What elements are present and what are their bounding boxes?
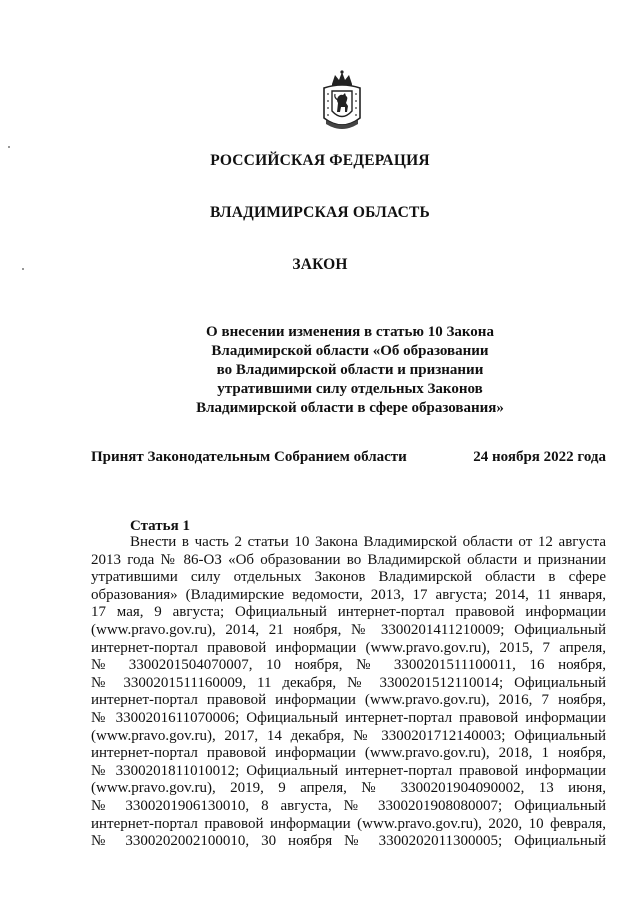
body-line: 17 мая, 9 августа; Официальный интернет-портал правовой информации bbox=[91, 604, 606, 621]
article-title: Статья 1 bbox=[130, 518, 190, 534]
body-line: № 3300201906130010, 8 августа, № 3300201908080007; Официальный bbox=[91, 797, 606, 814]
body-line: (www.pravo.gov.ru), 2017, 14 декабря, № 3300201712140003; Официальный bbox=[91, 727, 606, 744]
body-line: утратившими силу отдельных Законов Владимирской области в сфере bbox=[91, 569, 606, 586]
body-line: интернет-портал правовой информации (www.pravo.gov.ru), 2016, 7 ноября, bbox=[91, 692, 606, 709]
law-title bbox=[180, 323, 520, 418]
adoption-date: 24 ноября 2022 года bbox=[473, 449, 606, 465]
body-line: № 3300201811010012; Официальный интернет-портал правовой информации bbox=[91, 762, 606, 779]
body-line: интернет-портал правовой информации (www.pravo.gov.ru), 2020, 10 февраля, bbox=[91, 815, 606, 832]
body-line: интернет-портал правовой информации (www.pravo.gov.ru), 2018, 1 ноября, bbox=[91, 745, 606, 762]
region-heading: ВЛАДИМИРСКАЯ ОБЛАСТЬ bbox=[210, 204, 430, 221]
scan-speck bbox=[22, 268, 24, 270]
body-line: (www.pravo.gov.ru), 2014, 21 ноября, № 3300201411210009; Официальный bbox=[91, 621, 606, 638]
scan-speck bbox=[8, 146, 10, 148]
document-type-heading: ЗАКОН bbox=[292, 256, 348, 273]
coat-of-arms-icon bbox=[318, 70, 366, 134]
law-title-line: О внесении изменения в статью 10 Закона bbox=[206, 324, 494, 340]
body-line: № 3300202002100010, 30 ноября № 3300202011300005; Официальный bbox=[91, 833, 606, 850]
law-title-line: Владимирской области в сфере образования» bbox=[196, 400, 504, 416]
body-line: № 3300201511160009, 11 декабря, № 3300201512110014; Официальный bbox=[91, 674, 606, 691]
adopted-by-label: Принят Законодательным Собранием области bbox=[91, 449, 407, 465]
country-heading: РОССИЙСКАЯ ФЕДЕРАЦИЯ bbox=[210, 152, 430, 169]
body-line: интернет-портал правовой информации (www.pravo.gov.ru), 2015, 7 апреля, bbox=[91, 639, 606, 656]
body-line: 2013 года № 86-ОЗ «Об образовании во Владимирской области и признании bbox=[91, 551, 606, 568]
body-line: № 3300201504070007, 10 ноября, № 3300201511100011, 16 ноября, bbox=[91, 657, 606, 674]
law-title-line: во Владимирской области и признании bbox=[216, 362, 484, 378]
body-line: образования» (Владимирские ведомости, 2013, 17 августа; 2014, 11 января, bbox=[91, 586, 606, 603]
body-line: № 3300201611070006; Официальный интернет-портал правовой информации bbox=[91, 709, 606, 726]
body-line: (www.pravo.gov.ru), 2019, 9 апреля, № 3300201904090002, 13 июня, bbox=[91, 780, 606, 797]
body-line: Внести в часть 2 статьи 10 Закона Владимирской области от 12 августа bbox=[130, 534, 606, 550]
article-body bbox=[91, 534, 606, 851]
law-title-line: утратившими силу отдельных Законов bbox=[217, 381, 483, 397]
law-title-line: Владимирской области «Об образовании bbox=[211, 343, 489, 359]
